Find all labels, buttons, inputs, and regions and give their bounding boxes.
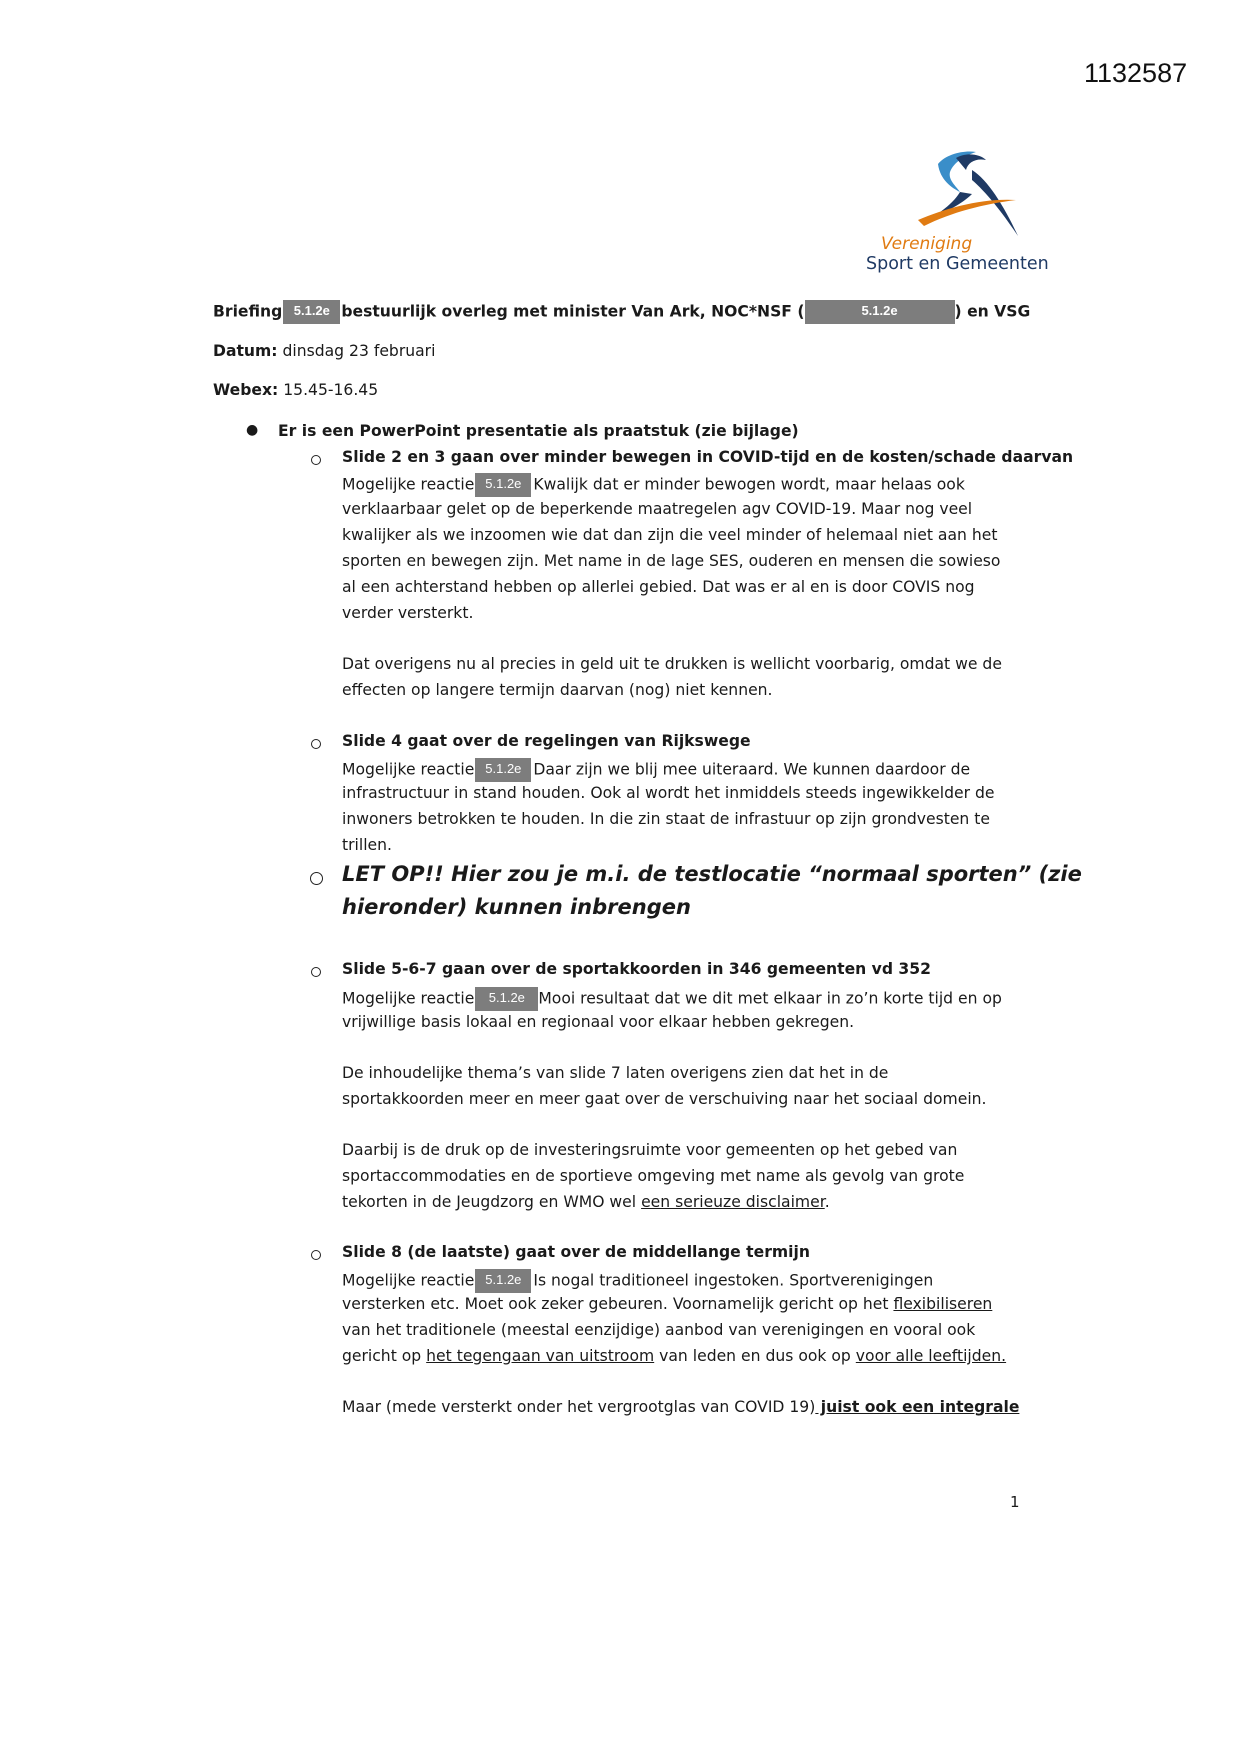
document-number: 1132587 [1084, 58, 1188, 88]
body-line: gericht op het tegengaan van uitstroom van leden en dus ook op voor alle leeftijden. [342, 1347, 1007, 1365]
redaction-box: 5.1.2e [283, 300, 340, 324]
document-title: Briefing 5.1.2e bestuurlijk overleg met minister Van Ark, NOC*NSF ( 5.1.2e ) en VSG [213, 300, 1030, 324]
bullet-text: Er is een PowerPoint presentatie als praatstuk (zie bijlage) [278, 422, 799, 440]
slide-heading: Slide 2 en 3 gaan over minder bewegen in COVID-tijd en de kosten/schade daarvan [342, 448, 1074, 466]
body-line: sportakkoorden meer en meer gaat over de verschuiving naar het sociaal domein. [342, 1090, 987, 1108]
reaction-line: Mogelijke reactie 5.1.2e Daar zijn we blij mee uiteraard. We kunnen daardoor de [342, 758, 970, 782]
redaction-box: 5.1.2e [475, 1269, 531, 1293]
redaction-box: 5.1.2e [475, 473, 531, 497]
bullet-icon: ● [246, 422, 259, 438]
attention-note: LET OP!! Hier zou je m.i. de testlocatie “normaal sporten” (zie [342, 862, 1082, 886]
body-line: Daarbij is de druk op de investeringsruimte voor gemeenten op het gebed van [342, 1141, 958, 1159]
body-line: sportaccommodaties en de sportieve omgeving met name als gevolg van grote [342, 1167, 965, 1185]
body-line: kwalijker als we inzoomen wie dat dan zijn die veel minder of helemaal niet aan het [342, 526, 998, 544]
body-line: De inhoudelijke thema’s van slide 7 laten overigens zien dat het in de [342, 1064, 889, 1082]
slide-heading: Slide 8 (de laatste) gaat over de middellange termijn [342, 1243, 810, 1261]
body-line: inwoners betrokken te houden. In die zin staat de infrastuur op zijn grondvesten te [342, 810, 990, 828]
logo-text-line1: Vereniging [881, 234, 973, 254]
meeting-date: Datum: dinsdag 23 februari [213, 342, 436, 360]
body-line: effecten op langere termijn daarvan (nog) niet kennen. [342, 681, 773, 699]
circle-bullet-icon [311, 455, 321, 465]
page-number: 1 [1010, 1493, 1020, 1511]
redaction-box: 5.1.2e [475, 987, 538, 1011]
circle-bullet-icon [311, 1250, 321, 1260]
reaction-line: Mogelijke reactie 5.1.2e Is nogal traditioneel ingestoken. Sportverenigingen [342, 1269, 933, 1293]
body-line: verder versterkt. [342, 604, 474, 622]
circle-bullet-icon [310, 872, 323, 885]
body-line: versterken etc. Moet ook zeker gebeuren. Voornamelijk gericht op het flexibiliseren [342, 1295, 993, 1313]
body-line: vrijwillige basis lokaal en regionaal voor elkaar hebben gekregen. [342, 1013, 855, 1031]
body-line: Dat overigens nu al precies in geld uit te drukken is wellicht voorbarig, omdat we de [342, 655, 1002, 673]
webex-time: Webex: 15.45-16.45 [213, 381, 379, 399]
body-line: tekorten in de Jeugdzorg en WMO wel een serieuze disclaimer. [342, 1193, 830, 1211]
redaction-box: 5.1.2e [805, 300, 955, 324]
body-line: infrastructuur in stand houden. Ook al wordt het inmiddels steeds ingewikkelder de [342, 784, 995, 802]
reaction-line: Mogelijke reactie 5.1.2e Mooi resultaat dat we dit met elkaar in zo’n korte tijd en op [342, 987, 1002, 1011]
body-line: van het traditionele (meestal eenzijdige) aanbod van verenigingen en vooral ook [342, 1321, 976, 1339]
logo-text-line2: Sport en Gemeenten [866, 254, 1049, 274]
body-line: sporten en bewegen zijn. Met name in de lage SES, ouderen en mensen die sowieso [342, 552, 1001, 570]
body-line: Maar (mede versterkt onder het vergrootglas van COVID 19) juist ook een integrale [342, 1398, 1020, 1416]
circle-bullet-icon [311, 967, 321, 977]
circle-bullet-icon [311, 739, 321, 749]
redaction-box: 5.1.2e [475, 758, 531, 782]
attention-note: hieronder) kunnen inbrengen [342, 895, 691, 919]
slide-heading: Slide 5-6-7 gaan over de sportakkoorden in 346 gemeenten vd 352 [342, 960, 931, 978]
slide-heading: Slide 4 gaat over de regelingen van Rijkswege [342, 732, 751, 750]
reaction-line: Mogelijke reactie 5.1.2e Kwalijk dat er minder bewogen wordt, maar helaas ook [342, 473, 965, 497]
body-line: al een achterstand hebben op allerlei gebied. Dat was er al en is door COVIS nog [342, 578, 975, 596]
body-line: trillen. [342, 836, 392, 854]
body-line: verklaarbaar gelet op de beperkende maatregelen agv COVID-19. Maar nog veel [342, 500, 973, 518]
